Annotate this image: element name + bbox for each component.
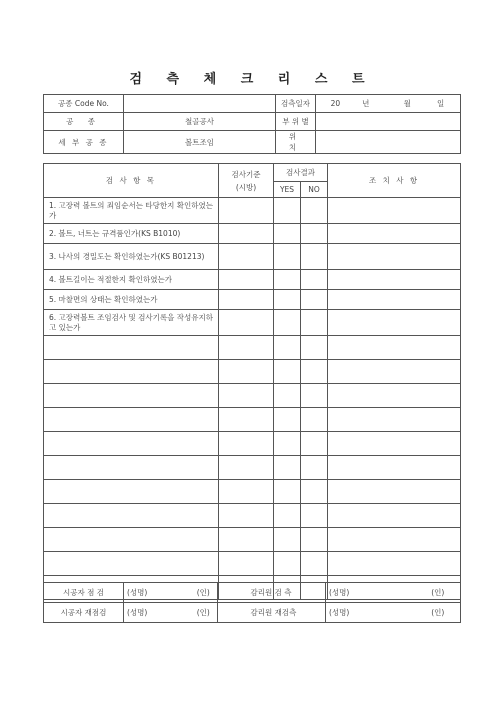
criteria-cell[interactable] (219, 528, 274, 552)
part-label: 부 위 별 (276, 113, 316, 131)
yes-check-cell[interactable] (274, 432, 301, 456)
contractor-reinspect-name-field[interactable]: (성명) (124, 603, 190, 623)
yes-check-cell[interactable] (274, 224, 301, 244)
action-cell[interactable] (328, 432, 461, 456)
criteria-cell[interactable] (219, 360, 274, 384)
action-cell[interactable] (328, 360, 461, 384)
action-cell[interactable] (328, 224, 461, 244)
no-check-cell[interactable] (301, 480, 328, 504)
checklist-item-text (44, 456, 219, 480)
yes-check-cell[interactable] (274, 360, 301, 384)
table-row (44, 528, 461, 552)
table-row (44, 504, 461, 528)
criteria-cell[interactable] (219, 408, 274, 432)
criteria-cell[interactable] (219, 290, 274, 310)
checklist-item-text (44, 408, 219, 432)
yes-check-cell[interactable] (274, 480, 301, 504)
work-code-label: 공종 Code No. (44, 95, 124, 113)
contractor-seal[interactable]: (인) (190, 583, 218, 603)
table-row (44, 408, 461, 432)
checklist-item-text (44, 552, 219, 576)
action-cell[interactable] (328, 456, 461, 480)
work-type-value[interactable]: 철골공사 (124, 113, 276, 131)
date-year-unit: 년 (362, 99, 370, 108)
checklist-item-text (44, 432, 219, 456)
no-check-cell[interactable] (301, 244, 328, 270)
checklist-item-text (44, 528, 219, 552)
supervisor-seal[interactable]: (인) (416, 583, 461, 603)
criteria-cell[interactable] (219, 336, 274, 360)
part-value[interactable] (316, 113, 461, 131)
no-check-cell[interactable] (301, 528, 328, 552)
table-row (44, 552, 461, 576)
action-cell[interactable] (328, 310, 461, 336)
supervisor-reinspect-name-field[interactable]: (성명) (326, 603, 416, 623)
table-row (44, 384, 461, 408)
checklist-item-text: 5. 마찰면의 상태는 확인하였는가 (44, 290, 219, 310)
criteria-cell[interactable] (219, 504, 274, 528)
detail-type-value[interactable]: 볼트조임 (124, 131, 276, 154)
contractor-inspect-label: 시공자 점 검 (44, 583, 124, 603)
col-yes-header: YES (274, 182, 301, 198)
action-cell[interactable] (328, 198, 461, 224)
checklist-item-text: 2. 볼트, 너트는 규격품인가(KS B1010) (44, 224, 219, 244)
criteria-cell[interactable] (219, 270, 274, 290)
action-cell[interactable] (328, 480, 461, 504)
checklist-item-text: 4. 볼트길이는 적절한지 확인하였는가 (44, 270, 219, 290)
location-value[interactable] (316, 131, 461, 154)
contractor-reinspect-seal[interactable]: (인) (190, 603, 218, 623)
location-label: 위 치 (276, 131, 316, 154)
contractor-name-field[interactable]: (성명) (124, 583, 190, 603)
no-check-cell[interactable] (301, 270, 328, 290)
yes-check-cell[interactable] (274, 244, 301, 270)
criteria-cell[interactable] (219, 224, 274, 244)
yes-check-cell[interactable] (274, 336, 301, 360)
supervisor-reinspect-label: 감리원 재검측 (248, 603, 326, 623)
no-check-cell[interactable] (301, 198, 328, 224)
yes-check-cell[interactable] (274, 384, 301, 408)
checklist-item-text (44, 336, 219, 360)
yes-check-cell[interactable] (274, 310, 301, 336)
action-cell[interactable] (328, 336, 461, 360)
table-row (44, 456, 461, 480)
inspect-date-label: 검측일자 (276, 95, 316, 113)
no-check-cell[interactable] (301, 408, 328, 432)
criteria-cell[interactable] (219, 198, 274, 224)
no-check-cell[interactable] (301, 456, 328, 480)
yes-check-cell[interactable] (274, 270, 301, 290)
checklist-item-text: 1. 고장력 볼트의 죄임순서는 타당한지 확인하였는가 (44, 198, 219, 224)
yes-check-cell[interactable] (274, 408, 301, 432)
contractor-reinspect-label: 시공자 재점검 (44, 603, 124, 623)
table-row (44, 480, 461, 504)
checklist-item-text: 6. 고장력볼트 조임검사 및 검사기록을 작성유지하고 있는가 (44, 310, 219, 336)
header-info-table (43, 94, 461, 154)
action-cell[interactable] (328, 552, 461, 576)
detail-type-label: 세 부 공 종 (44, 131, 124, 154)
signature-table (43, 582, 461, 623)
table-row (44, 360, 461, 384)
yes-check-cell[interactable] (274, 528, 301, 552)
yes-check-cell[interactable] (274, 456, 301, 480)
no-check-cell[interactable] (301, 336, 328, 360)
no-check-cell[interactable] (301, 360, 328, 384)
checklist-item-text (44, 384, 219, 408)
col-criteria-header: 검사기준 (시방) (219, 164, 274, 198)
date-day-unit: 일 (436, 99, 445, 108)
criteria-cell[interactable] (219, 310, 274, 336)
action-cell[interactable] (328, 270, 461, 290)
action-cell[interactable] (328, 528, 461, 552)
date-year: 20 (330, 99, 341, 108)
yes-check-cell[interactable] (274, 198, 301, 224)
no-check-cell[interactable] (301, 224, 328, 244)
no-check-cell[interactable] (301, 552, 328, 576)
action-cell[interactable] (328, 244, 461, 270)
action-cell[interactable] (328, 504, 461, 528)
col-result-header: 검사결과 (274, 164, 328, 182)
work-type-label: 공 종 (44, 113, 124, 131)
table-row (44, 270, 461, 290)
no-check-cell[interactable] (301, 504, 328, 528)
work-code-value[interactable] (124, 95, 276, 113)
yes-check-cell[interactable] (274, 504, 301, 528)
criteria-cell[interactable] (219, 480, 274, 504)
action-cell[interactable] (328, 290, 461, 310)
checklist-item-text (44, 504, 219, 528)
supervisor-inspect-label: 감리원 검 측 (248, 583, 326, 603)
checklist-item-text: 3. 나사의 경밀도는 확인하였는가(KS B01213) (44, 244, 219, 270)
action-cell[interactable] (328, 384, 461, 408)
criteria-cell[interactable] (219, 244, 274, 270)
col-action-header: 조 치 사 항 (328, 164, 461, 198)
supervisor-name-field[interactable]: (성명) (326, 583, 416, 603)
table-row (44, 290, 461, 310)
table-row (44, 224, 461, 244)
criteria-cell[interactable] (219, 432, 274, 456)
date-month-unit: 월 (403, 99, 411, 108)
checklist-item-text (44, 360, 219, 384)
inspect-date-value[interactable] (316, 95, 461, 113)
table-row (44, 310, 461, 336)
criteria-cell[interactable] (219, 456, 274, 480)
table-row (44, 198, 461, 224)
criteria-cell[interactable] (219, 552, 274, 576)
col-items-header: 검 사 항 목 (44, 164, 219, 198)
checklist-item-text (44, 480, 219, 504)
no-check-cell[interactable] (301, 384, 328, 408)
table-row (44, 336, 461, 360)
yes-check-cell[interactable] (274, 552, 301, 576)
yes-check-cell[interactable] (274, 290, 301, 310)
checklist-table (43, 163, 461, 600)
action-cell[interactable] (328, 408, 461, 432)
no-check-cell[interactable] (301, 310, 328, 336)
col-no-header: NO (301, 182, 328, 198)
document-title: 검 측 체 크 리 스 트 (129, 72, 375, 87)
supervisor-reinspect-seal[interactable]: (인) (416, 603, 461, 623)
table-row (44, 432, 461, 456)
criteria-cell[interactable] (219, 384, 274, 408)
table-row (44, 244, 461, 270)
no-check-cell[interactable] (301, 432, 328, 456)
no-check-cell[interactable] (301, 290, 328, 310)
